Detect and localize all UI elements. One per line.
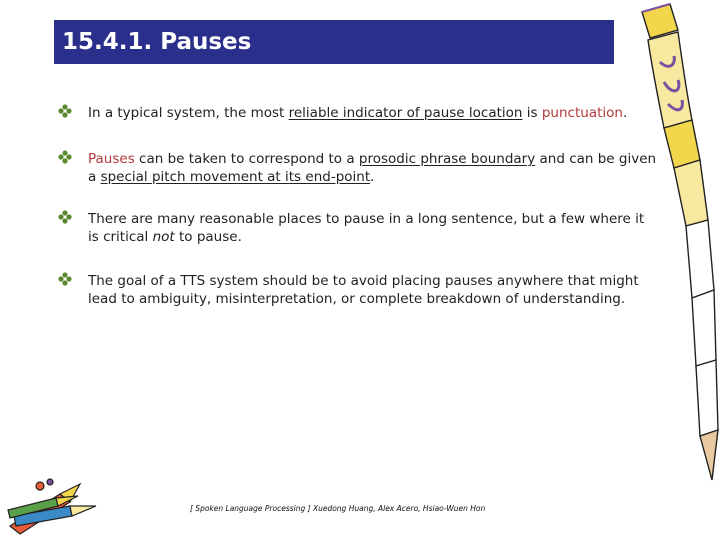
underlined-phrase: special pitch movement at its end-point [100, 169, 371, 185]
bullet-text [88, 210, 658, 246]
bullet-text [88, 104, 658, 122]
text-run: There are many reasonable places to pause in a long sentence, but a few where it is critical [88, 211, 645, 245]
diamond-bullet-icon [58, 272, 72, 286]
text-run: can be taken to correspond to a [134, 151, 359, 167]
text-run: . [370, 169, 375, 185]
bullet-item [58, 210, 658, 246]
text-run: to pause. [174, 229, 242, 245]
bullet-item [58, 150, 658, 186]
emphasized-word: not [152, 229, 175, 245]
text-run: is [522, 105, 542, 121]
underlined-phrase: prosodic phrase boundary [358, 151, 536, 167]
title-bar [54, 20, 614, 64]
text-run: . [622, 105, 628, 121]
bullet-item [58, 104, 658, 122]
diamond-bullet-icon [58, 210, 72, 224]
text-run: and can be given a [88, 151, 657, 185]
pencil-decoration-icon [0, 476, 110, 540]
diamond-bullet-icon [58, 104, 72, 118]
underlined-phrase: reliable indicator of pause location [288, 105, 523, 121]
bullet-item [58, 272, 658, 308]
slide-title: 15.4.1. Pauses [62, 29, 252, 55]
pencil-decoration-icon [612, 0, 720, 500]
highlighted-word: punctuation [541, 105, 623, 121]
text-run: In a typical system, the most [88, 105, 289, 121]
bullet-text: The goal of a TTS system should be to avoid placing pauses anywhere that might lead to ambiguity, misinterpretation, or complete breakdown of understanding. [88, 273, 639, 307]
highlighted-word: Pauses [88, 151, 135, 167]
footer-citation: [ Spoken Language Processing ] Xuedong Huang, Alex Acero, Hsiao-Wuen Hon [190, 504, 486, 513]
bullet-text [88, 150, 658, 186]
diamond-bullet-icon [58, 150, 72, 164]
